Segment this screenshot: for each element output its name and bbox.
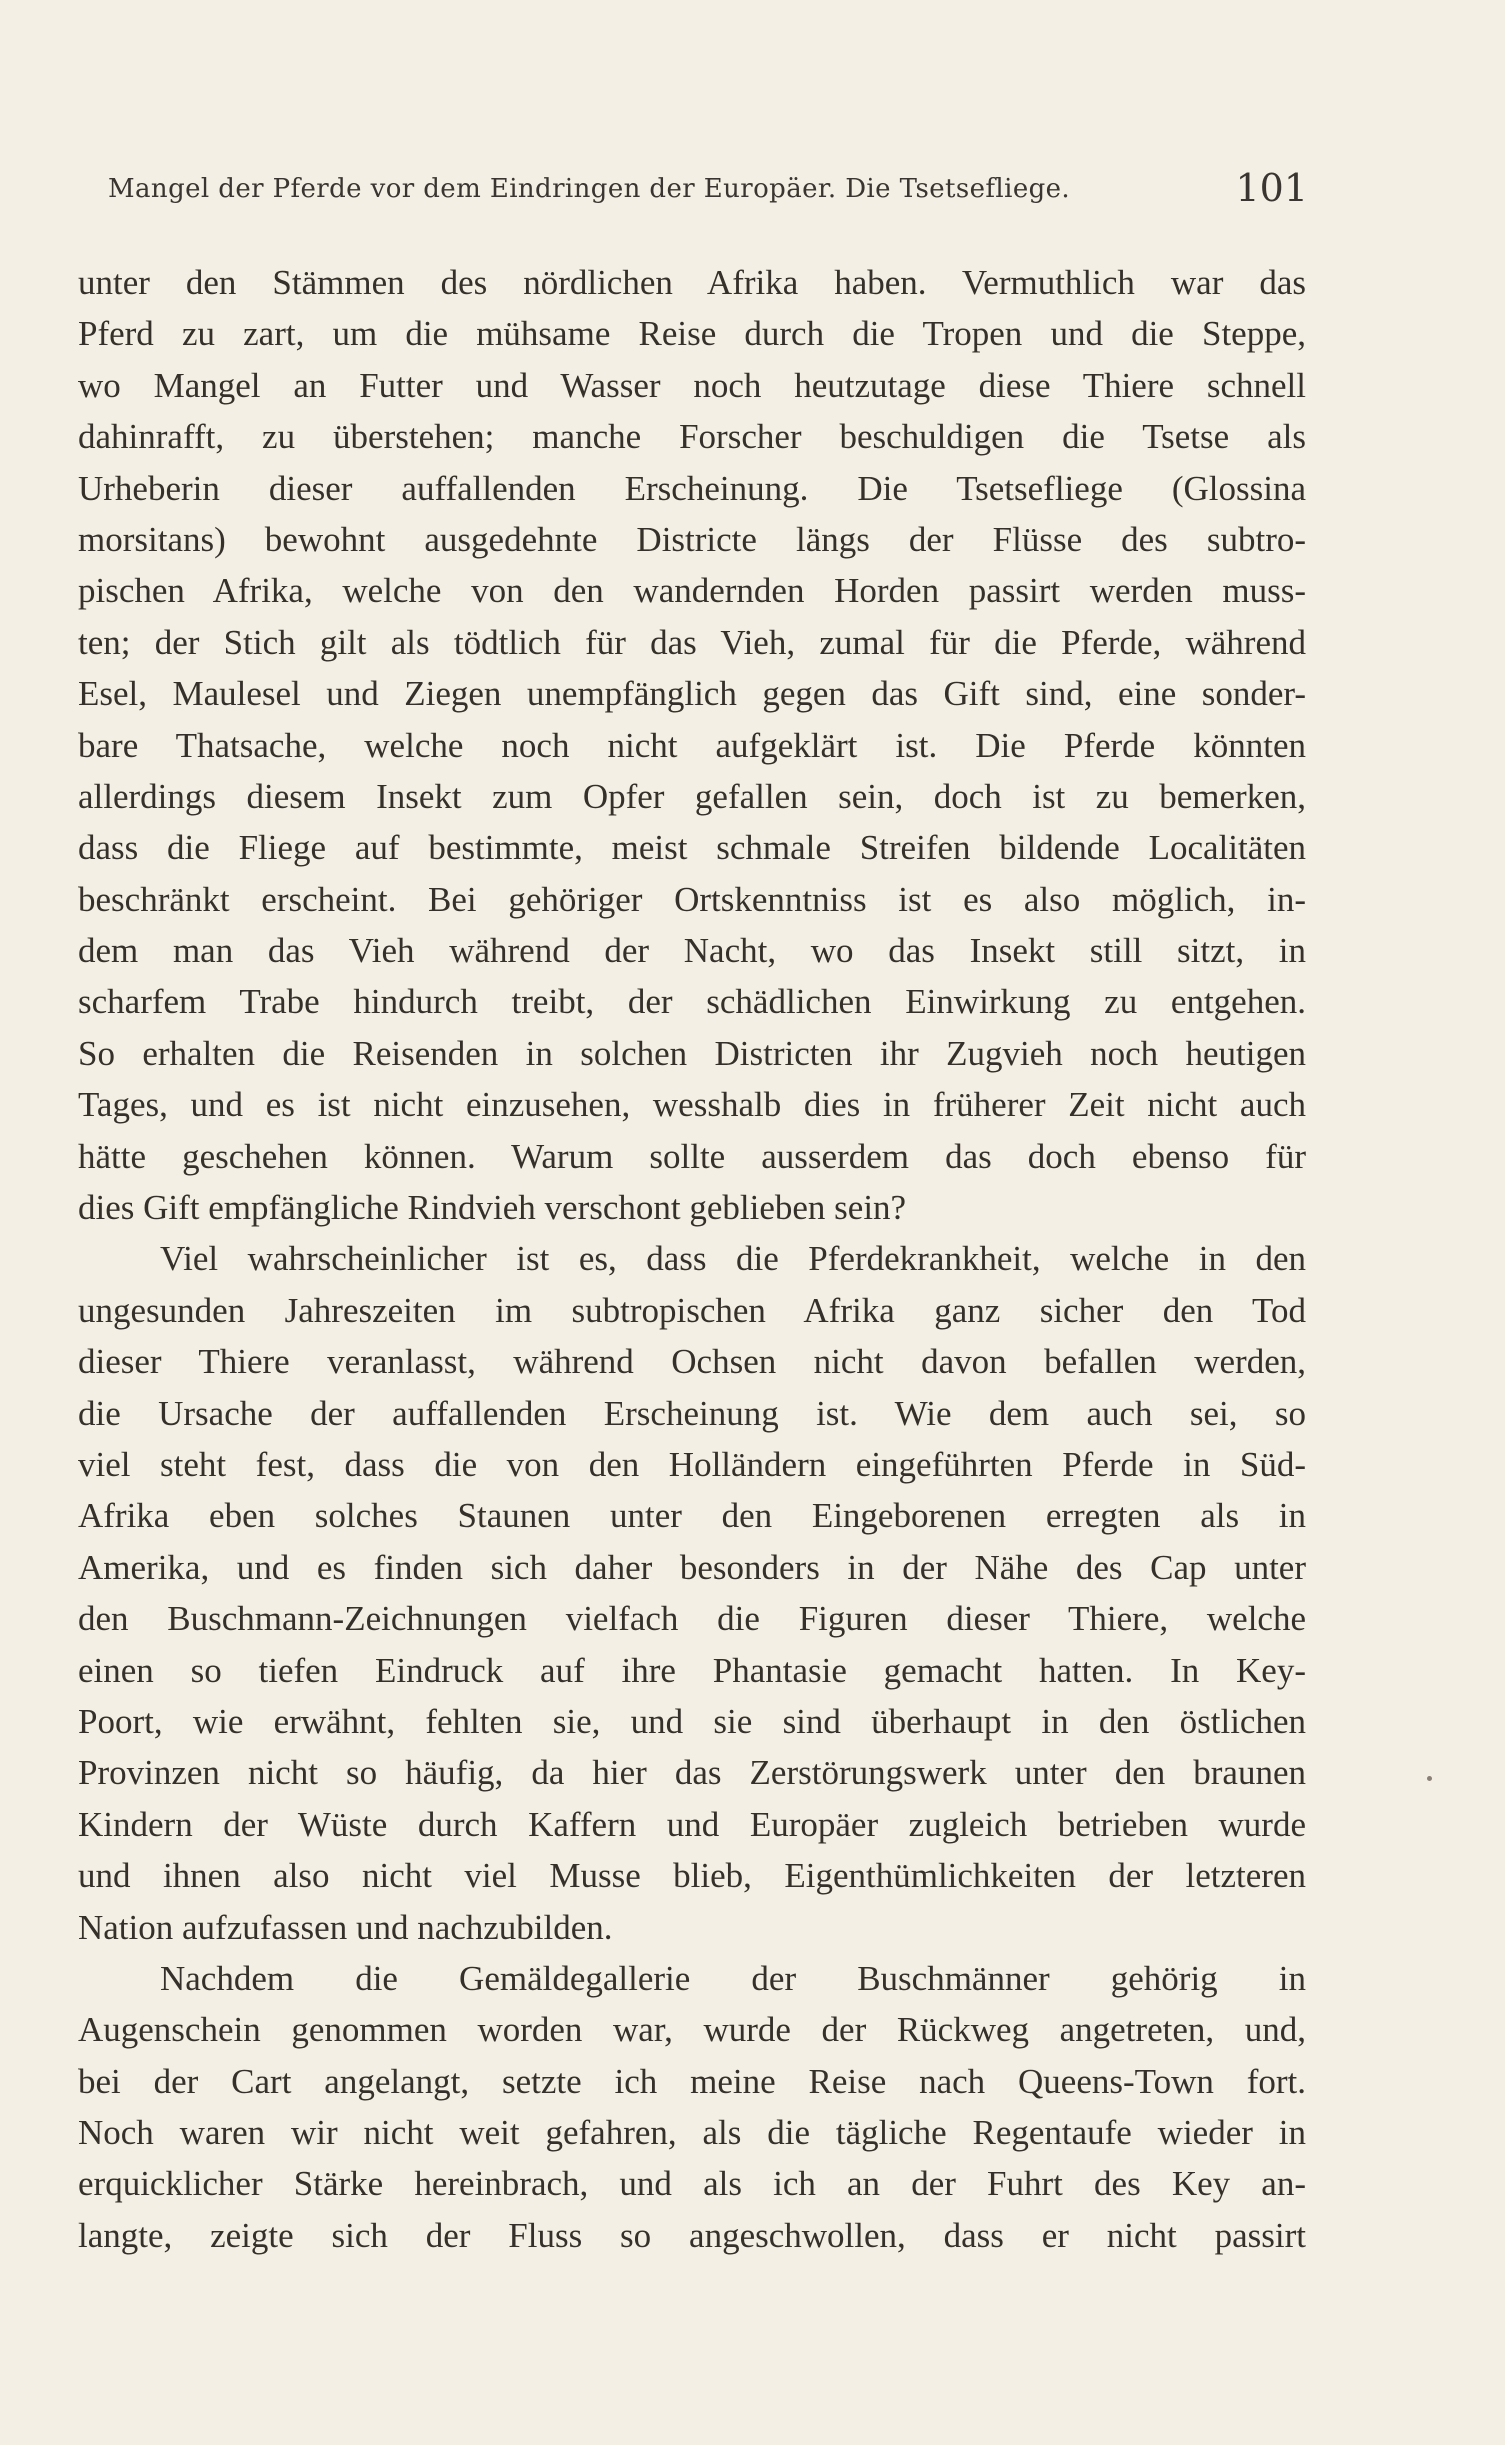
text-line: ungesunden Jahreszeiten im subtropischen Afrika ganz sicher den Tod xyxy=(78,1290,1306,1330)
text-line: pischen Afrika, welche von den wandernden Horden passirt werden muss- xyxy=(78,571,1306,611)
text-line: Augenschein genommen worden war, wurde der Rückweg angetreten, und, xyxy=(78,2010,1306,2050)
paper-speck xyxy=(1427,1776,1432,1781)
text-line: Noch waren wir nicht weit gefahren, als die tägliche Regentaufe wieder in xyxy=(78,2113,1306,2153)
text-line: unter den Stämmen des nördlichen Afrika haben. Vermuthlich war das xyxy=(78,263,1306,302)
text-line: Viel wahrscheinlicher ist es, dass die Pferdekrankheit, welche in den xyxy=(160,1239,1306,1279)
text-line: Poort, wie erwähnt, fehlten sie, und sie sind überhaupt in den östlichen xyxy=(78,1701,1306,1741)
text-line: Nation aufzufassen und nachzubilden. xyxy=(78,1907,613,1947)
text-line: Nachdem die Gemäldegallerie der Buschmänner gehörig in xyxy=(160,1958,1306,1998)
text-line: scharfem Trabe hindurch treibt, der schädlichen Einwirkung zu entgehen. xyxy=(78,982,1306,1022)
text-line: hätte geschehen können. Warum sollte ausserdem das doch ebenso für xyxy=(78,1136,1306,1176)
text-line: Tages, und es ist nicht einzusehen, wesshalb dies in früherer Zeit nicht auch xyxy=(78,1085,1306,1125)
text-line: viel steht fest, dass die von den Holländern eingeführten Pferde in Süd- xyxy=(78,1444,1306,1484)
text-line: dies Gift empfängliche Rindvieh verschont geblieben sein? xyxy=(78,1188,907,1228)
text-line: beschränkt erscheint. Bei gehöriger Ortskenntniss ist es also möglich, in- xyxy=(78,879,1306,919)
text-line: erquicklicher Stärke hereinbrach, und als ich an der Fuhrt des Key an- xyxy=(78,2164,1306,2204)
text-line: Urheberin dieser auffallenden Erscheinung. Die Tsetsefliege (Glossina xyxy=(78,468,1306,508)
text-line: dem man das Vieh während der Nacht, wo das Insekt still sitzt, in xyxy=(78,931,1306,971)
body-text xyxy=(78,257,1306,2261)
running-head-title: Mangel der Pferde vor dem Eindringen der Europäer. Die Tsetsefliege. xyxy=(108,174,1071,204)
text-line: dass die Fliege auf bestimmte, meist schmale Streifen bildende Localitäten xyxy=(78,828,1306,868)
text-line: allerdings diesem Insekt zum Opfer gefallen sein, doch ist zu bemerken, xyxy=(78,776,1306,816)
text-line: wo Mangel an Futter und Wasser noch heutzutage diese Thiere schnell xyxy=(78,365,1306,405)
text-line: Amerika, und es finden sich daher besonders in der Nähe des Cap unter xyxy=(78,1547,1306,1587)
text-line: Kindern der Wüste durch Kaffern und Europäer zugleich betrieben wurde xyxy=(78,1804,1306,1844)
text-line: bei der Cart angelangt, setzte ich meine Reise nach Queens-Town fort. xyxy=(78,2061,1306,2101)
text-line: dieser Thiere veranlasst, während Ochsen nicht davon befallen werden, xyxy=(78,1342,1306,1382)
text-line: So erhalten die Reisenden in solchen Districten ihr Zugvieh noch heutigen xyxy=(78,1033,1306,1073)
text-line: die Ursache der auffallenden Erscheinung ist. Wie dem auch sei, so xyxy=(78,1393,1306,1433)
text-line: einen so tiefen Eindruck auf ihre Phantasie gemacht hatten. In Key- xyxy=(78,1650,1306,1690)
text-line: Esel, Maulesel und Ziegen unempfänglich gegen das Gift sind, eine sonder- xyxy=(78,674,1306,714)
text-line: Provinzen nicht so häufig, da hier das Zerstörungswerk unter den braunen xyxy=(78,1753,1306,1793)
text-line: Pferd zu zart, um die mühsame Reise durch die Tropen und die Steppe, xyxy=(78,314,1306,354)
text-line: bare Thatsache, welche noch nicht aufgeklärt ist. Die Pferde könnten xyxy=(78,725,1306,765)
text-line: ten; der Stich gilt als tödtlich für das Vieh, zumal für die Pferde, während xyxy=(78,622,1306,662)
text-line: den Buschmann-Zeichnungen vielfach die Figuren dieser Thiere, welche xyxy=(78,1599,1306,1639)
text-line: morsitans) bewohnt ausgedehnte Districte längs der Flüsse des subtro- xyxy=(78,519,1306,559)
text-line: dahinrafft, zu überstehen; manche Forscher beschuldigen die Tsetse als xyxy=(78,417,1306,457)
page-number: 101 xyxy=(1235,166,1308,210)
text-line: Afrika eben solches Staunen unter den Eingeborenen erregten als in xyxy=(78,1496,1306,1536)
text-line: und ihnen also nicht viel Musse blieb, Eigenthümlichkeiten der letzteren xyxy=(78,1856,1306,1896)
text-line: langte, zeigte sich der Fluss so angeschwollen, dass er nicht passirt xyxy=(78,2215,1306,2255)
